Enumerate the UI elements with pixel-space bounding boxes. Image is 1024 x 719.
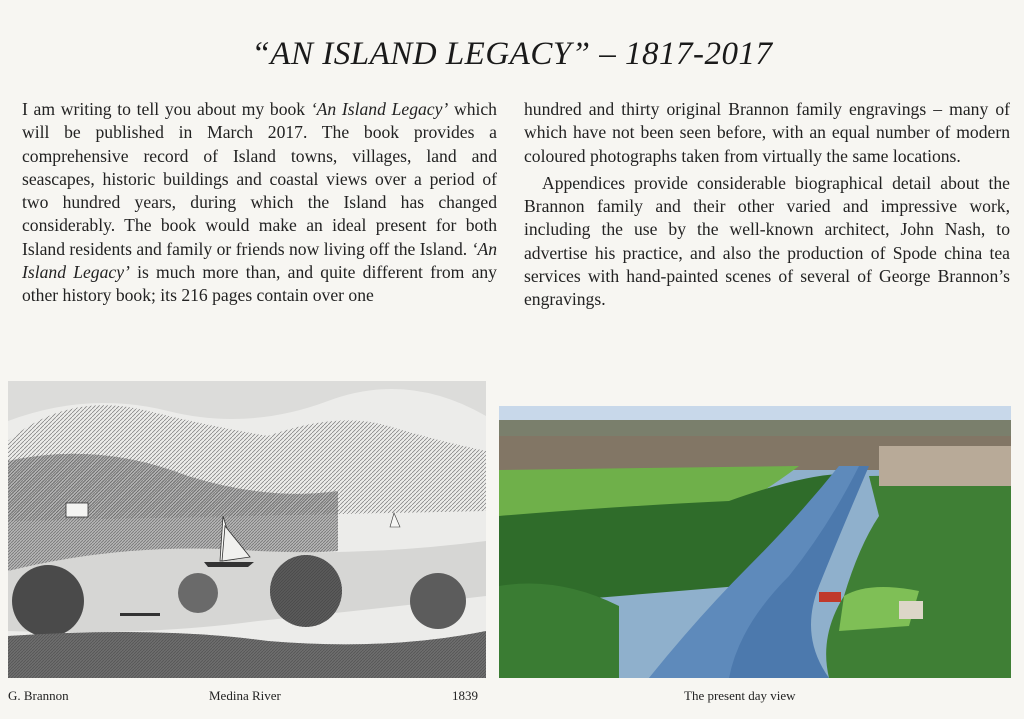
text-run: I am writing to tell you about my book — [22, 99, 311, 119]
book-title: ‘An Island Legacy’ — [310, 99, 449, 119]
paragraph-intro — [22, 98, 497, 308]
paragraph-continued: hundred and thirty original Brannon family engravings – many of which have not been seen before, with an equal number of modern coloured photographs taken from virtually the same locations. — [524, 99, 1010, 166]
present-day-photo — [499, 406, 1011, 678]
caption-artist: G. Brannon — [8, 688, 69, 703]
engraving-image — [8, 381, 486, 678]
article-right-column — [524, 98, 1010, 312]
book-title: ‘An Island Legacy’ — [22, 238, 497, 283]
page-title: “AN ISLAND LEGACY” – 1817-2017 — [251, 36, 773, 72]
caption-year: 1839 — [452, 688, 478, 703]
caption-present-day: The present day view — [684, 688, 796, 703]
text-run: is much more than, and quite different from any other history book; its 216 pages contain over one — [22, 262, 497, 306]
caption-engraving-title: Medina River — [209, 688, 281, 703]
text-run: which will be published in March 2017. The book provides a comprehensive record of Island towns, villages, land and seascapes, historic buildings and coastal views over a period of two hundred years, during which the Island has changed considerably. The book would make an ideal present for both Island residents and family or friends now living off the Island. — [22, 99, 497, 259]
article-left-column — [22, 98, 497, 308]
paragraph-appendices: Appendices provide considerable biographical detail about the Brannon family and their other varied and impressive work, including the use by the well-known architect, John Nash, to advertise his practice, and also the production of Spode china tea services with hand-painted scenes of several of George Brannon’s engravings. — [524, 172, 1010, 310]
